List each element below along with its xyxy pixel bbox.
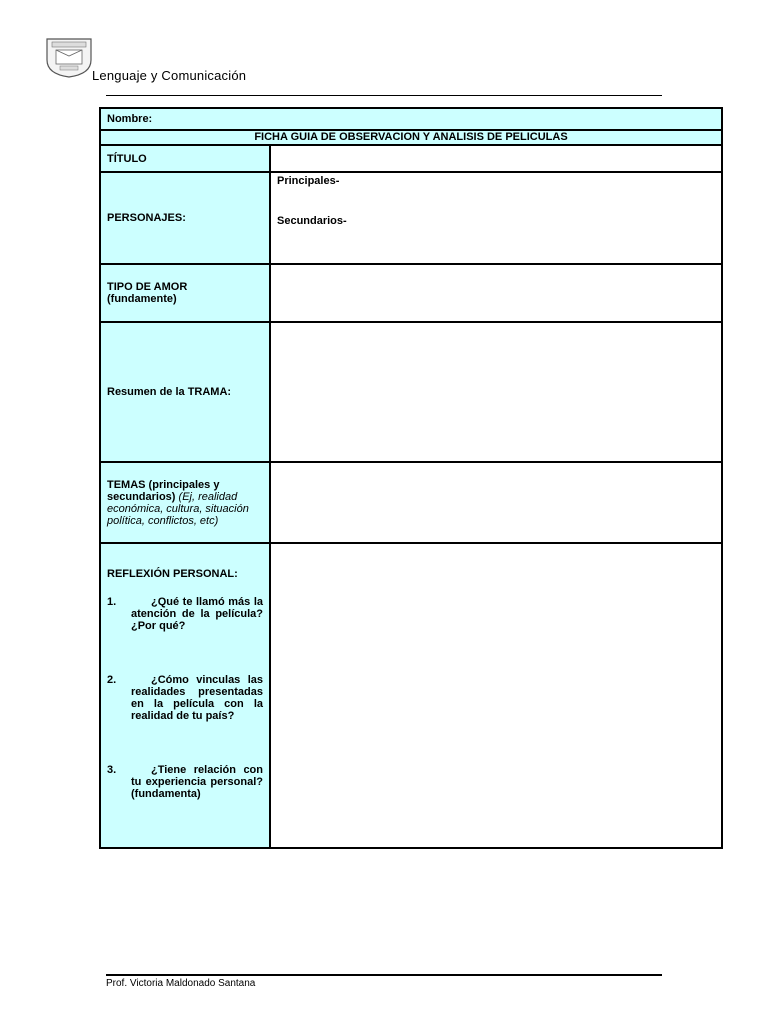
footer-author: Prof. Victoria Maldonado Santana [106,978,256,989]
question-item [107,674,263,722]
question-text: ¿Tiene relación con tu experiencia personal? (fundamenta) [131,764,263,800]
nombre-cell[interactable] [100,108,722,130]
personajes-answer-field[interactable] [270,172,722,264]
tipo-amor-answer-field[interactable] [270,264,722,322]
nombre-label: Nombre: [107,113,153,125]
school-logo-icon [44,36,94,78]
titulo-answer-field[interactable] [270,145,722,172]
ficha-title-cell [100,130,722,145]
temas-hint: (Ej, realidad económica, cultura, situación política, conflictos, etc) [107,490,249,527]
subject-title: Lenguaje y Comunicación [92,68,247,83]
reflexion-label: REFLEXIÓN PERSONAL: [107,568,238,580]
principales-label: Principales- [277,175,340,187]
titulo-label: TÍTULO [107,152,147,165]
tipo-amor-label: TIPO DE AMOR [107,281,188,293]
question-number: 1. [107,596,117,608]
observation-form-table [99,107,723,849]
reflexion-label-cell [100,543,270,848]
question-number: 3. [107,764,117,776]
question-number: 2. [107,674,117,686]
temas-answer-field[interactable] [270,462,722,543]
reflexion-answer-field[interactable] [270,543,722,848]
question-item [107,764,263,800]
titulo-label-cell [100,145,270,172]
secundarios-label: Secundarios- [277,215,347,227]
temas-label: TEMAS (principales y secundarios) [107,478,220,503]
personajes-label-cell [100,172,270,264]
temas-label-cell [100,462,270,543]
trama-label: Resumen de la TRAMA: [107,386,232,398]
tipo-amor-label-cell [100,264,270,322]
question-text: ¿Qué te llamó más la atención de la película? ¿Por qué? [131,596,263,632]
trama-label-cell [100,322,270,462]
header-divider [106,95,662,96]
form-title: FICHA GUIA DE OBSERVACION Y ANALISIS DE PELICULAS [254,131,568,143]
question-text: ¿Cómo vinculas las realidades presentadas en la película con la realidad de tu país? [131,674,263,722]
tipo-amor-sub: (fundamente) [107,293,177,305]
trama-answer-field[interactable] [270,322,722,462]
question-item [107,596,263,632]
footer-divider [106,974,662,976]
personajes-label: PERSONAJES: [107,212,186,224]
